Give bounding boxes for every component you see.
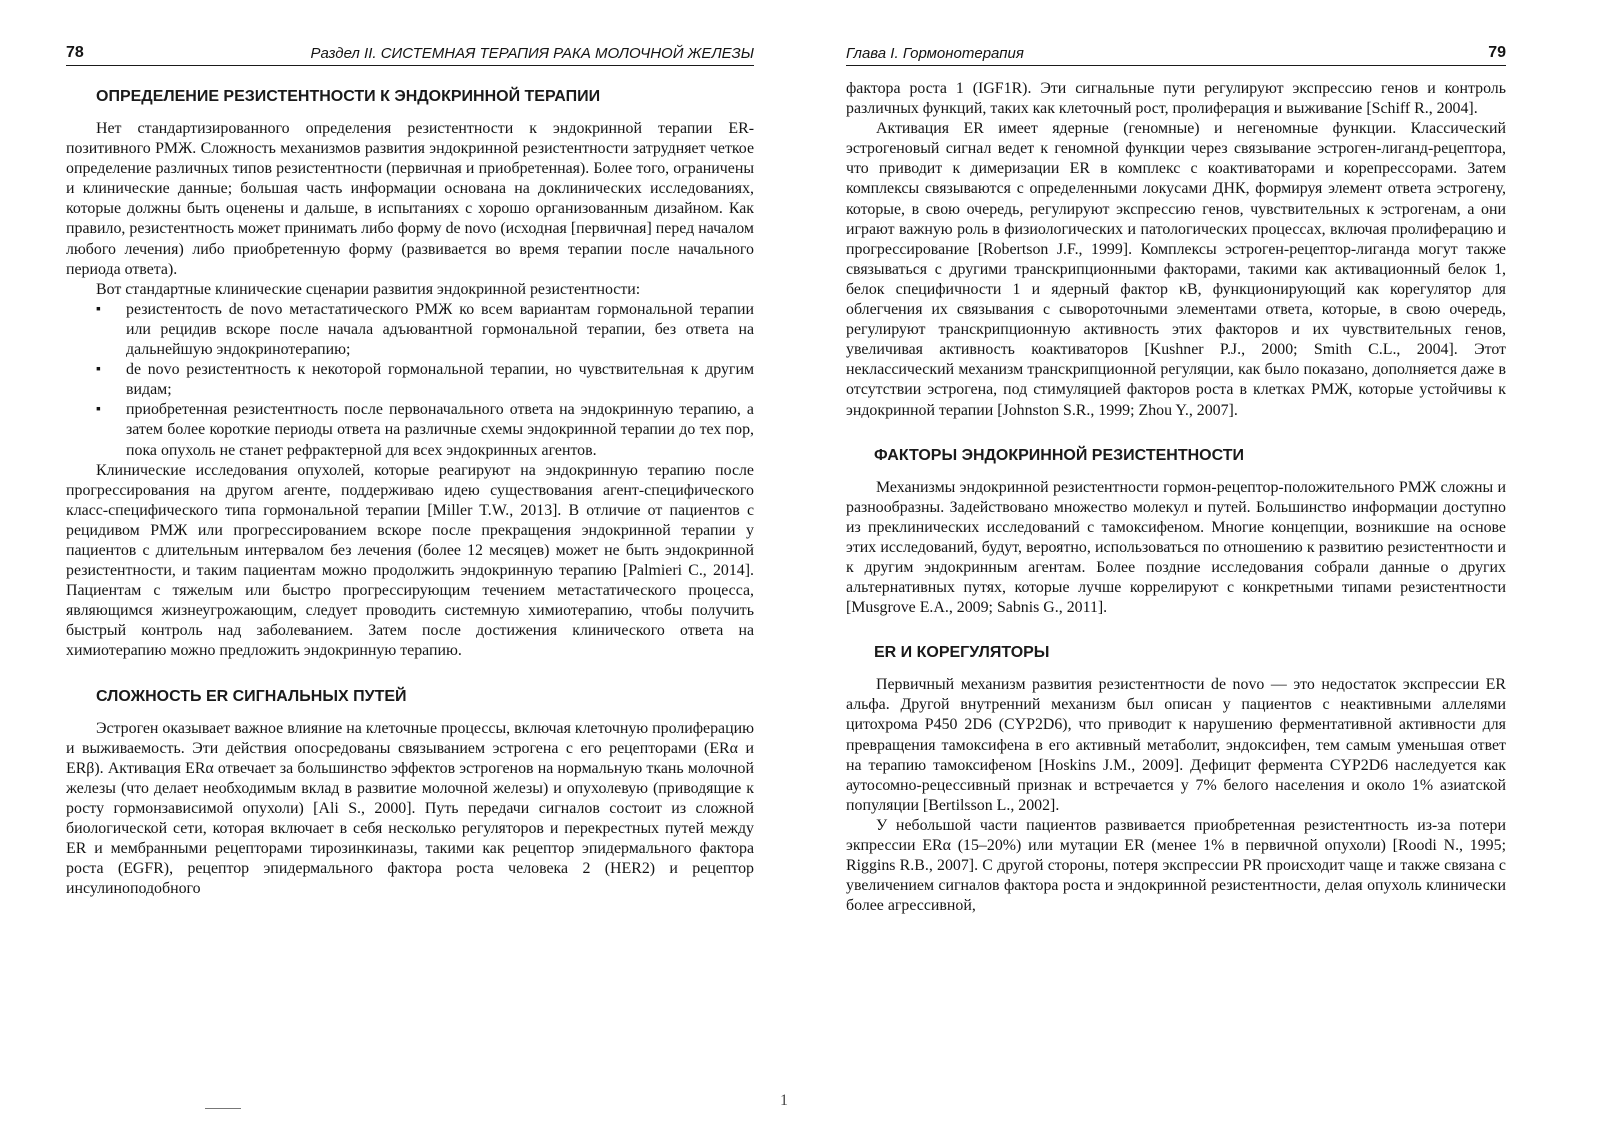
paragraph: Клинические исследования опухолей, которые реагируют на эндокринную терапию после прогрессирования на другом агенте, поддерживаю идею существования агент-специфического класс-специфического типа гормональной терапии [Miller T.W., 2013]. В отличие от пациентов с рецидивом РМЖ или прогрессированием вскоре после прекращения эндокринной терапии у пациентов с длительным интервалом без лечения (более 12 месяцев) может не быть эндокринной резистентности, и таким пациентам можно продолжить эндокринную терапию [Palmieri C., 2014]. Пациентам с тяжелым или быстро прогрессирующим течением метастатического процесса, являющимся жизнеугрожающим, следует проводить системную химиотерапию, чтобы получить быстрый контроль над заболеванием. Затем после достижения клинического ответа на химиотерапию можно предложить эндокринную терапию. [66,461,754,660]
paragraph: Первичный механизм развития резистентности de novo — это недостаток экспрессии ER альфа. Другой внутренний механизм был описан у пациентов с неактивными аллелями цитохрома P450 2D6 (CYP2D6), что приводит к нарушению ферментативной активности для превращения тамоксифена в его активный метаболит, эндоксифен, тем самым уменьшая ответ на терапию тамоксифеном [Hoskins J.M., 2009]. Дефицит фермента CYP2D6 наследуется как аутосомно-рецессивный признак и встречается у 7% белого населения и около 1% азиатской популяции [Bertilsson L., 2002]. [846,676,1506,814]
paragraph: У небольшой части пациентов развивается приобретенная резистентность из-за потери экпрессии ERα (15–20%) или мутации ER (менее 1% в первичной опухоли) [Roodi N., 1995; Riggins R.B., 2007]. С другой стороны, потеря экспрессии PR происходит чаще и также связана с увеличением сигналов фактора роста и эндокринной резистентности, делая опухоль клинически более агрессивной, [846,816,1506,915]
running-title: Глава I. Гормонотерапия [846,45,1024,62]
paragraph: Эстроген оказывает важное влияние на клеточные процессы, включая клеточную пролиферацию и выживаемость. Эти действия опосредованы связыванием эстрогена с его рецепторами (ERα и ERβ). Активация ERα отвечает за большинство эффектов эстрогенов на нормальную ткань молочной железы (что делает необходимым вклад в развитие молочной железы) и опухолевую (приводящие к росту гормонзависимой опухоли) [Ali S., 2000]. Путь передачи сигналов состоит из сложной биологической сети, которая включает в себя несколько регуляторов и перекрестных путей между ER и мембранными рецепторами тирозинкиназы, такими как рецептор эпидермального фактора роста (EGFR), рецептор эпидермального фактора роста человека 2 (HER2) и рецептор инсулиноподобного [66,719,754,898]
section-heading: ОПРЕДЕЛЕНИЕ РЕЗИСТЕНТНОСТИ К ЭНДОКРИННОЙ ТЕРАПИИ [96,88,601,105]
page-number: 79 [1488,44,1506,61]
left-page [66,40,754,1110]
section-heading: СЛОЖНОСТЬ ER СИГНАЛЬНЫХ ПУТЕЙ [96,687,407,705]
running-title: Раздел II. СИСТЕМНАЯ ТЕРАПИЯ РАКА МОЛОЧНОЙ ЖЕЛЕЗЫ [310,45,754,62]
paragraph: фактора роста 1 (IGF1R). Эти сигнальные пути регулируют экспрессию генов и контроль различных функций, таких как клеточный рост, пролиферация и выживание [Schiff R., 2004]. [846,80,1506,118]
running-header [846,40,1506,66]
page-number: 78 [66,44,84,61]
list-item: ▪ приобретенная резистентность после первоначального ответа на эндокринную терапию, а затем более короткие периоды ответа на различные схемы эндокринной терапии до тех пор, пока опухоль не станет рефрактерной для всех эндокринных агентов. [66,400,754,460]
section-heading: ER И КОРЕГУЛЯТОРЫ [874,644,1050,662]
footer-divider [205,1108,241,1109]
list-item: ▪ de novo резистентность к некоторой гормональной терапии, но чувствительная к другим видам; [66,360,754,400]
running-header [66,40,754,66]
gutter-mark: 1 [780,1092,788,1109]
bullet-list [66,300,754,461]
paragraph: Активация ER имеет ядерные (геномные) и негеномные функции. Классический эстрогеновый сигнал ведет к геномной функции через связывание эстроген-лиганд-рецептора, что приводит к димеризации ER в комплекс с коактиваторами и корепрессорами. Затем комплексы связываются с определенными локусами ДНК, формируя элемент ответа эстрогену, которые, в свою очередь, регулируют экспрессию генов, чувствительных к эстрогенам, а они играют важную роль в физиологических и патологических процессах, включая пролиферацию и прогрессирование [Robertson J.F., 1999]. Комплексы эстроген-рецептор-лиганда могут также связываться с другими транскрипционными факторами, такими как активационный белок 1, белок специфичности 1 и ядерный фактор κB, функционирующий как корегулятор для облегчения их связывания с сывороточными элементами ответа, которые, в свою очередь, регулируют транскрипционную активность этих факторов и их чувствительных генов, увеличивая активность коактиваторов [Kushner P.J., 2000; Smith C.L., 2004]. Этот неклассический механизм транскрипционной регуляции, как было показано, дополняется даже в отсутствии эстрогена, под стимуляцией факторов роста в клетках РМЖ, которые устойчивы к эндокринной терапии [Johnston S.R., 1999; Zhou Y., 2007]. [846,120,1506,419]
list-item: ▪ резистентость de novo метастатического РМЖ ко всем вариантам гормональной терапии или рецидив вскоре после начала адъювантной гормональной терапии, без ответа на дальнейшую эндокринотерапию; [66,300,754,360]
right-page [846,40,1506,1110]
paragraph: Нет стандартизированного определения резистентности к эндокринной терапии ER-позитивного РМЖ. Сложность механизмов развития эндокринной резистентности затрудняет четкое определение различных типов резистентности (первичная и приобретенная). Более того, ограничены и клинические данные; большая часть информации основана на доклинических исследованиях, которые должны быть оценены и дальше, в испытаниях с хорошо организованным дизайном. Как правило, резистентность может принимать либо форму de novo (исходная [первичная] перед началом любого лечения) либо приобретенную форму (развивается во время терапии после начального периода ответа). [66,120,754,278]
section-heading: ФАКТОРЫ ЭНДОКРИННОЙ РЕЗИСТЕНТНОСТИ [874,446,1245,464]
paragraph: Вот стандартные клинические сценарии развития эндокринной резистентности: [96,280,641,298]
paragraph: Механизмы эндокринной резистентности гормон-рецептор-положительного РМЖ сложны и разнообразны. Задействовано множество молекул и путей. Большинство информации доступно из преклинических исследований с тамоксифеном. Многие концепции, возникшие на основе этих исследований, будут, вероятно, использоваться по отношению к развитию резистентности и к другим эндокринным агентам. Более поздние исследования собрали данные о других альтернативных путях, которые лучше коррелируют с конкретными типами резистентности [Musgrove E.A., 2009; Sabnis G., 2011]. [846,478,1506,617]
